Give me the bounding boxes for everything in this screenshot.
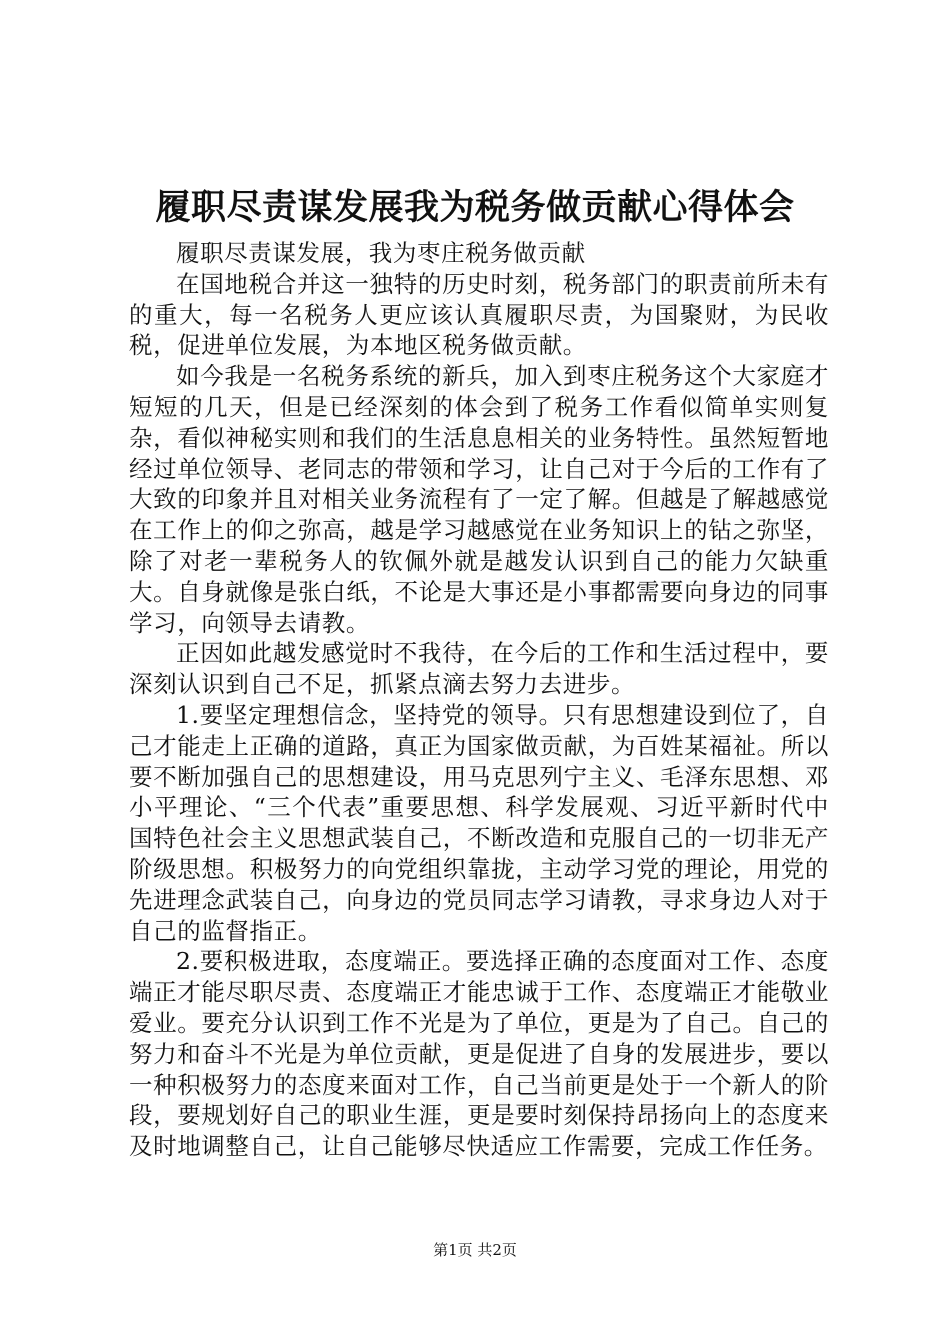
paragraph-point-1: 1.要坚定理想信念，坚持党的领导。只有思想建设到位了，自己才能走上正确的道路，真正为国家做贡献，为百姓某福祉。所以要不断加强自己的思想建设，用马克思列宁主义、毛泽东思想、邓小平理论、“三个代表”重要思想、科学发展观、习近平新时代中国特色社会主义思想武装自己，不断改造和克服自己的一切非无产阶级思想。积极努力的向党组织靠拢，主动学习党的理论，用党的先进理念武装自己，向身边的党员同志学习请教，寻求身边人对于自己的监督指正。: [129, 700, 829, 945]
document-title: 履职尽责谋发展我为税务做贡献心得体会: [155, 187, 795, 228]
paragraph-subtitle: 履职尽责谋发展，我为枣庄税务做贡献: [176, 239, 586, 267]
paragraph-newcomer: 如今我是一名税务系统的新兵，加入到枣庄税务这个大家庭才短短的几天，但是已经深刻的体会到了税务工作看似简单实则复杂，看似神秘实则和我们的生活息息相关的业务特性。虽然短暂地经过单位领导、老同志的带领和学习，让自己对于今后的工作有了大致的印象并且对相关业务流程有了一定了解。但越是了解越感觉在工作上的仰之弥高，越是学习越感觉在业务知识上的钻之弥坚，除了对老一辈税务人的钦佩外就是越发认识到自己的能力欠缺重大。自身就像是张白纸，不论是大事还是小事都需要向身边的同事学习，向领导去请教。: [129, 362, 829, 637]
paragraph-intro: 在国地税合并这一独特的历史时刻，税务部门的职责前所未有的重大，每一名税务人更应该认真履职尽责，为国聚财，为民收税，促进单位发展，为本地区税务做贡献。: [129, 269, 829, 360]
document-body: [129, 238, 829, 1162]
paragraph-resolve: 正因如此越发感觉时不我待，在今后的工作和生活过程中，要深刻认识到自己不足，抓紧点滴去努力去进步。: [129, 639, 829, 699]
page-number-footer: 第1页 共2页: [433, 1241, 517, 1259]
paragraph-point-2: 2.要积极进取，态度端正。要选择正确的态度面对工作、态度端正才能尽职尽责、态度端正才能忠诚于工作、态度端正才能敬业爱业。要充分认识到工作不光是为了单位，更是为了自己。自己的努力和奋斗不光是为单位贡献，更是促进了自身的发展进步，要以一种积极努力的态度来面对工作，自己当前更是处于一个新人的阶段，要规划好自己的职业生涯，更是要时刻保持昂扬向上的态度来及时地调整自己，让自己能够尽快适应工作需要，完成工作任务。: [129, 947, 829, 1161]
